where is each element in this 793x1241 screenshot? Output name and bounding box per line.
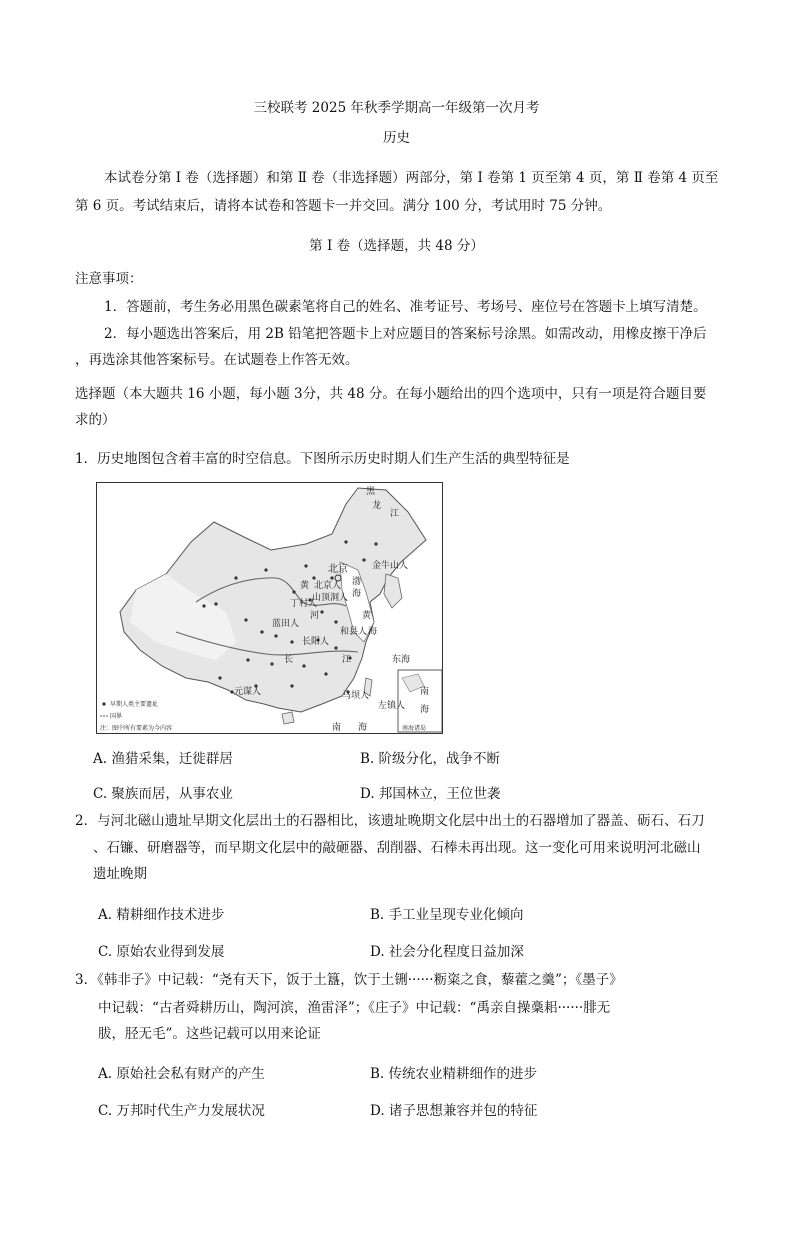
legend-sites: 早期人类主要遗址 [110,701,159,708]
map-label-hei: 黑 [366,487,376,497]
notes-heading: 注意事项： [75,271,143,287]
map-label-maba: 马坝人 [342,691,370,701]
map-label-dingcun: 丁村人 [290,599,318,609]
q2-option-a[interactable]: A. 精耕细作技术进步 [98,907,225,923]
map-label-jiang2: 江 [342,655,352,665]
map-label-yuanmou: 元谋人 [234,687,262,697]
q2-option-c[interactable]: C. 原始农业得到发展 [98,944,225,960]
map-label-jinniushan: 金牛山人 [372,561,409,571]
question-3-stem-3: 胈，胫无毛”。这些记载可以用来论证 [98,1026,321,1042]
legend-note: 注：图中所有要素为今内容 [100,725,173,732]
map-inset-caption: 南海诸岛 [402,725,427,732]
instructions-line-1: 选择题（本大题共 16 小题，每小题 3分，共 48 分。在每小题给出的四个选项中，只有一项是符合题目要 [75,386,707,402]
map-label-lantian: 蓝田人 [272,619,300,629]
instructions-line-2: 求的） [75,412,116,428]
q2-option-d[interactable]: D. 社会分化程度日益加深 [370,944,524,960]
map-label-changyang: 长阳人 [302,637,330,647]
map-label-hai1: 海 [352,589,362,599]
q1-option-a[interactable]: A. 渔猎采集，迁徙群居 [93,751,233,767]
q1-option-c[interactable]: C. 聚族而居，从事农业 [93,786,233,802]
note-2-cont: ，再选涂其他答案标号。在试题卷上作答无效。 [75,352,359,368]
map-label-shandingdong: 山顶洞人 [312,593,349,603]
question-3-stem-2: 中记载：“古者舜耕历山，陶河滨，渔雷泽”；《庄子》中记载：“禹亲自操稾耜······腓无 [98,1000,611,1016]
map-label-zuozhen: 左镇人 [378,701,406,711]
china-map [96,482,444,735]
map-label-donghai: 东海 [392,655,411,665]
q3-option-a[interactable]: A. 原始社会私有财产的产生 [98,1066,265,1082]
map-inset-hai: 海 [420,705,430,715]
map-label-bo: 渤 [352,577,362,587]
q1-option-d[interactable]: D. 邦国林立，王位世袭 [360,786,501,802]
map-label-long: 龙 [372,501,382,511]
intro-line-2: 第 6 页。考试结束后，请将本试卷和答题卡一并交回。满分 100 分，考试用时 75 分钟。 [75,198,612,214]
q1-option-b[interactable]: B. 阶级分化，战争不断 [360,751,501,767]
question-1-stem: 1．历史地图包含着丰富的时空信息。下图所示历史时期人们生产生活的典型特征是 [75,451,570,467]
question-2-stem-1: 2．与河北磁山遗址早期文化层出土的石器相比，该遗址晚期文化层中出土的石器增加了器盖、砺石、石刀 [75,813,705,829]
map-label-hexian: 和县人 [340,627,368,637]
map-label-he1: 河 [310,611,320,621]
map-label-beijingren: 北京人 [314,581,342,591]
map-label-huang2: 黄 [362,611,372,621]
map-inset-nan: 南 [420,687,430,697]
map-label-jiang1: 江 [390,509,400,519]
section-title: 第 Ⅰ 卷（选择题，共 48 分） [309,238,484,254]
q3-option-d[interactable]: D. 诸子思想兼容并包的特征 [370,1103,538,1119]
exam-title: 三校联考 2025 年秋季学期高一年级第一次月考 [253,100,540,116]
map-label-hai2: 海 [368,627,378,637]
question-2-stem-3: 遗址晚期 [93,866,147,882]
q3-option-b[interactable]: B. 传统农业精耕细作的进步 [370,1066,538,1082]
subject-title: 历史 [383,130,410,146]
legend-border: 国界 [110,713,123,720]
map-label-beijing: 北京 [328,564,348,575]
map-label-huang1: 黄 [300,581,310,591]
note-2: 2．每小题选出答案后，用 2B 铅笔把答题卡上对应题目的答案标号涂黑。如需改动，用橡皮擦干净后 [104,326,707,342]
q2-option-b[interactable]: B. 手工业呈现专业化倾向 [370,907,524,923]
intro-line-1: 本试卷分第 Ⅰ 卷（选择题）和第 Ⅱ 卷（非选择题）两部分，第 Ⅰ 卷第 1 页至第 4 页，第 Ⅱ 卷第 4 页至 [104,170,719,186]
q3-option-c[interactable]: C. 万邦时代生产力发展状况 [98,1103,265,1119]
map-label-hai3: 海 [358,723,368,733]
note-1: 1．答题前，考生务必用黑色碳素笔将自己的姓名、准考证号、考场号、座位号在答题卡上填写清楚。 [104,299,707,315]
question-2-stem-2: 、石镰、研磨器等，而早期文化层中的敲砸器、刮削器、石棒未再出现。这一变化可用来说明河北磁山 [93,840,701,856]
map-label-chang: 长 [284,655,294,665]
map-label-nan: 南 [332,723,342,733]
question-3-stem-1: 3．《韩非子》中记载：“尧有天下，饭于土簋，饮于土铏······粝粢之食，藜藿之羹”；《墨子》 [75,972,623,988]
